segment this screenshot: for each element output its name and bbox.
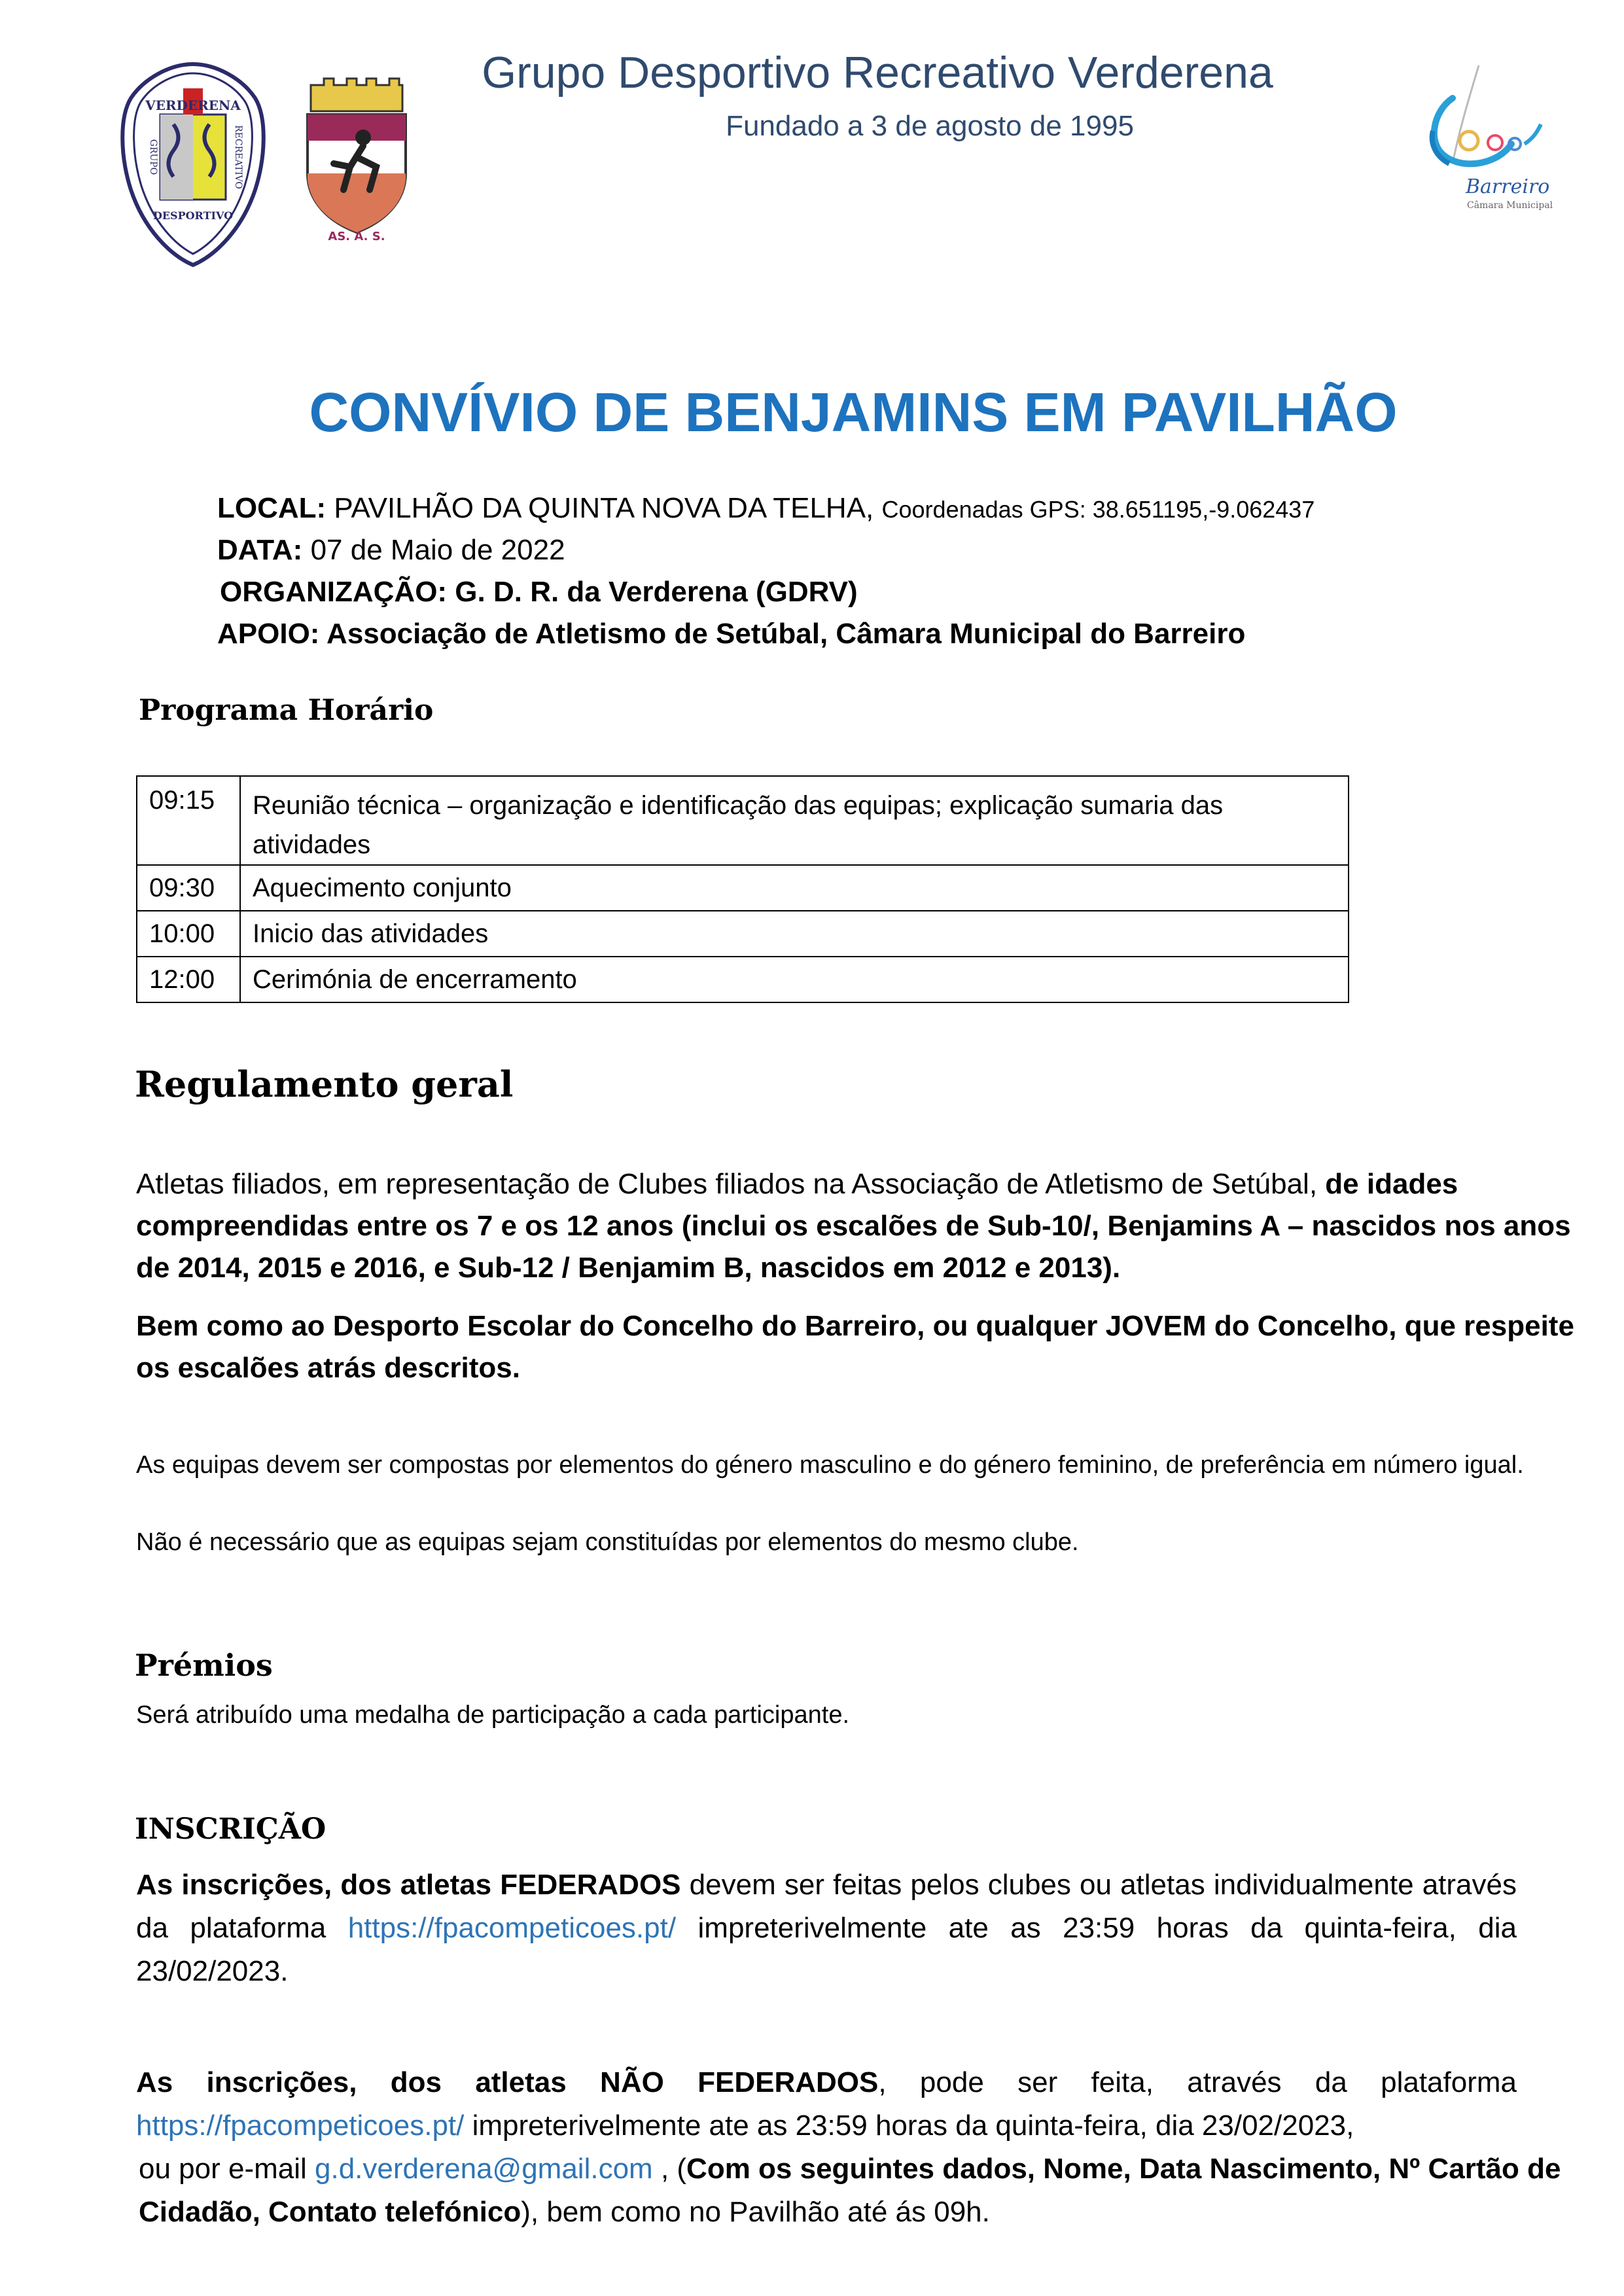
date-value: 07 de Maio de 2022: [310, 534, 565, 566]
prizes-heading: Prémios: [135, 1648, 273, 1683]
prizes-text: Será atribuído uma medalha de participação a cada participante.: [136, 1701, 850, 1729]
registration-naofed-text2: impreterivelmente ate as 23:59 horas da quinta-feira, dia 23/02/2023,: [472, 2110, 1354, 2142]
table-row: [137, 776, 1349, 865]
table-row: [137, 865, 1349, 911]
schedule-time: 10:00: [137, 911, 240, 957]
registration-fed-bold: As inscrições, dos atletas FEDERADOS: [136, 1869, 681, 1901]
registration-email-mid: , (: [660, 2153, 687, 2185]
regulation-p1-bold: de idades compreendidas entre os 7 e os 12 anos (inclui os escalões de Sub-10/, Benjamins A – nascidos nos anos de 2014, 2015 e 2016, e Sub-12 / Benjamim B, nascidos em 2012 e 2013).: [136, 1168, 1571, 1284]
aas-logo-text: AS. A. S.: [328, 230, 385, 243]
registration-email-link[interactable]: g.d.verderena@gmail.com: [315, 2153, 653, 2185]
founded-date: Fundado a 3 de agosto de 1995: [726, 110, 1134, 142]
registration-fed-text1: devem ser feitas pelos clubes ou atletas individualmente através da plataforma: [136, 1869, 1517, 1944]
aas-logo: [298, 75, 415, 245]
support-line: APOIO: Associação de Atletismo de Setúbal, Câmara Municipal do Barreiro: [217, 618, 1246, 650]
organization-line: ORGANIZAÇÃO: G. D. R. da Verderena (GDRV): [220, 576, 858, 608]
registration-link-2[interactable]: https://fpacompeticoes.pt/: [136, 2110, 465, 2142]
gps-coordinates: Coordenadas GPS: 38.651195,-9.062437: [881, 496, 1315, 523]
gdrv-logo-top-text: VERDERENA: [145, 97, 241, 113]
schedule-time: 12:00: [137, 957, 240, 1002]
schedule-time: 09:30: [137, 865, 240, 911]
registration-federated: [136, 1863, 1517, 1993]
registration-non-federated: [136, 2061, 1517, 2147]
schedule-time: 09:15: [137, 776, 240, 865]
date-label: DATA:: [217, 534, 303, 566]
regulation-paragraph-3: As equipas devem ser compostas por elementos do género masculino e do género feminino, de preferência em número igual.: [136, 1451, 1524, 1479]
schedule-heading: Programa Horário: [139, 694, 434, 727]
registration-fed-text2: impreterivelmente ate as 23:59 horas da quinta-feira, dia 23/02/2023.: [136, 1912, 1517, 1987]
registration-email-pre: ou por e-mail: [139, 2153, 307, 2185]
registration-email-bold: Com os seguintes dados, Nome, Data Nascimento, Nº Cartão de Cidadão, Contato telefónico: [139, 2153, 1561, 2228]
registration-heading: INSCRIÇÃO: [135, 1812, 327, 1846]
page-title: CONVÍVIO DE BENJAMINS EM PAVILHÃO: [309, 381, 1398, 443]
local-value: PAVILHÃO DA QUINTA NOVA DA TELHA,: [334, 492, 874, 524]
local-line: [217, 492, 1315, 525]
registration-link-1[interactable]: https://fpacompeticoes.pt/: [347, 1912, 677, 1944]
schedule-table: [136, 775, 1349, 1003]
regulation-heading: Regulamento geral: [135, 1063, 514, 1105]
table-row: [137, 957, 1349, 1002]
regulation-paragraph-4: Não é necessário que as equipas sejam constituídas por elementos do mesmo clube.: [136, 1528, 1079, 1556]
regulation-p1-normal: Atletas filiados, em representação de Clubes filiados na Associação de Atletismo de Setúbal,: [136, 1168, 1318, 1200]
local-label: LOCAL:: [217, 492, 327, 524]
date-line: [217, 534, 565, 567]
table-row: [137, 911, 1349, 957]
registration-naofed-text1: , pode ser feita, através da plataforma: [878, 2066, 1517, 2098]
gdrv-logo-left-text: GRUPO: [148, 139, 158, 175]
schedule-desc: Aquecimento conjunto: [240, 865, 1349, 911]
registration-email: [139, 2147, 1591, 2234]
barreiro-logo-name: Barreiro: [1466, 175, 1550, 198]
schedule-desc: Inicio das atividades: [240, 911, 1349, 957]
schedule-desc: Reunião técnica – organização e identificação das equipas; explicação sumaria das atividades: [240, 776, 1349, 865]
gdrv-logo-bottom-text: DESPORTIVO: [152, 209, 234, 222]
gdrv-logo-right-text: RECREATIVO: [233, 125, 243, 189]
regulation-paragraph-2: Bem como ao Desporto Escolar do Concelho do Barreiro, ou qualquer JOVEM do Concelho, que respeite os escalões atrás descritos.: [136, 1310, 1574, 1384]
barreiro-logo-sub: Câmara Municipal: [1467, 200, 1553, 211]
registration-naofed-bold: As inscrições, dos atletas NÃO FEDERADOS: [136, 2066, 879, 2098]
regulation-paragraph-1: [136, 1163, 1589, 1289]
schedule-desc: Cerimónia de encerramento: [240, 957, 1349, 1002]
registration-email-end: ), bem como no Pavilhão até ás 09h.: [521, 2196, 990, 2228]
org-name: Grupo Desportivo Recreativo Verderena: [482, 48, 1273, 97]
